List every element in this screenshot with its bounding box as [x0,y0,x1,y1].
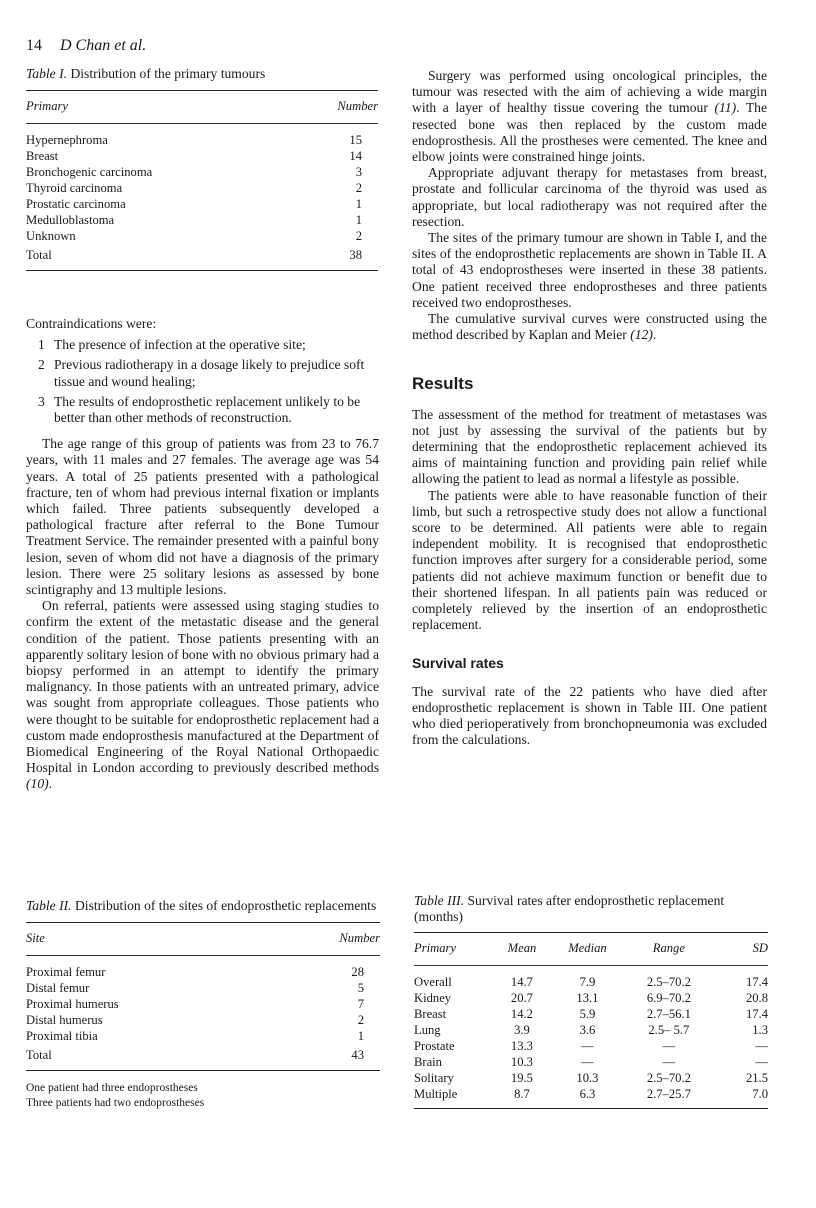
contraindications-list [26,337,379,426]
table-3-cell: 17.4 [745,975,768,989]
contraindication-item [26,394,379,426]
list-text: Previous radiotherapy in a dosage likely to prejudice soft tissue and wound healing; [54,357,365,389]
table-2-cell-number: 1 [357,1029,364,1043]
table-2-note: Three patients had two endoprostheses [26,1097,205,1109]
table-2-cell-number: 5 [357,981,364,995]
body-paragraph: The patients were able to have reasonable function of their limb, but such a retrospective study does not allow a functional score to be determined. All patients were able to regain independent mobility. It is recognised that endoprosthetic function improves after surgery for a considerable period, some patients did not achieve maximum function or benefit due to their shortened lifespan. In all patients pain was reduced or completely relieved by the insertion of an endoprosthetic replacement. [412,487,767,633]
table-1-cell-primary: Breast [26,149,59,163]
table-1-header-number: Number [337,99,378,113]
table-3-cell: 6.9–70.2 [646,991,691,1005]
right-column [412,68,767,749]
table-3-cell: 10.3 [510,1055,533,1069]
table-2-header-site: Site [26,931,45,945]
table-3-cell: 8.7 [514,1087,530,1101]
table-2-cell-site: Distal humerus [26,1013,103,1027]
table-3-header-cell: Primary [414,941,456,955]
table-3-cell: 20.8 [745,991,768,1005]
table-1-row [26,180,378,196]
table-3-row [414,1006,768,1022]
table-2-header-number: Number [339,931,380,945]
table-3-cell: Solitary [414,1071,454,1085]
table-1-total-label: Total [26,248,52,262]
table-2-cell-number: 7 [357,997,364,1011]
table-3-header-cell: Median [568,941,607,955]
body-paragraph: On referral, patients were assessed using staging studies to confirm the extent of the metastatic disease and the general condition of the patient. Those patients presenting with an apparently solitary lesion of bone with no obvious primary had a biopsy performed in an attempt to identify the primary malignancy. In those patients with an untreated primary, advice was sought from appropriate colleagues. Those patients who were thought to be suitable for endoprosthetic replacement had a custom made endoprosthesis manufactured at the Department of Biomedical Engineering of the Royal National Orthopaedic Hospital in London according to previously described methods (10). [26,598,379,792]
table-2-row [26,980,380,996]
table-3-cell: 1.3 [752,1023,768,1037]
table-3-cell: 3.9 [514,1023,530,1037]
table-3-row [414,1038,768,1054]
table-3-cell: 6.3 [579,1087,596,1101]
table-1-cell-number: 2 [355,229,362,243]
table-3-cell: 21.5 [745,1071,768,1085]
table-3-row [414,1070,768,1086]
table-3-cell: — [662,1039,676,1053]
contraindications-intro: Contraindications were: [26,316,157,331]
table-3-row [414,1022,768,1038]
table-2-total [26,1047,380,1063]
table-1-total [26,247,378,263]
body-paragraph: The age range of this group of patients was from 23 to 76.7 years, with 11 males and 27 females. The average age was 54 years. A total of 25 patients presented with a pathological fracture, ten of whom had previous internal fixation or implants which failed. Three patients subsequently developed a pathological fracture after referral to the Bone Tumour Treatment Service. The remainder presented with a painful bony lesion, seven of whom did not have a diagnosis of the primary lesion. There were 25 solitary lesions as assessed by bone scintigraphy and 13 multiple lesions. [26,436,379,598]
table-3-cell: 10.3 [576,1071,599,1085]
left-column [26,316,379,793]
table-3 [414,893,768,1109]
table-3-row [414,990,768,1006]
running-header [26,37,146,55]
table-3-cell: 2.7–25.7 [646,1087,691,1101]
table-3-cell: 17.4 [745,1007,768,1021]
table-1-cell-number: 1 [355,197,362,211]
table-1-row [26,228,378,244]
table-3-cell: 2.7–56.1 [646,1007,691,1021]
table-3-cell: Breast [414,1007,447,1021]
table-1-cell-number: 14 [349,149,362,163]
table-1-cell-primary: Unknown [26,229,76,243]
table-3-cell: Multiple [414,1087,458,1101]
table-2-body [26,964,380,1044]
list-text: The results of endoprosthetic replacement unlikely to be better than other methods of reconstruction. [54,393,361,426]
table-3-cell: 7.0 [752,1087,768,1101]
table-2-head [26,930,380,946]
table-1-row [26,148,378,164]
table-3-cell: Kidney [414,991,452,1005]
running-authors: D Chan et al. [60,37,147,54]
table-3-cell: 2.5–70.2 [646,1071,691,1085]
list-number: 1 [38,337,45,353]
table-1-total-value: 38 [349,248,362,262]
body-paragraph: Appropriate adjuvant therapy for metastases from breast, prostate and follicular carcinoma of the thyroid was used as appropriate, but local radiotherapy was not required after the resection. [412,165,767,229]
contraindication-item [26,357,379,389]
body-paragraph: The assessment of the method for treatment of metastases was not just by assessing the survival of the patients but by determining that the endoprosthetic replacement achieved its aims of maintaining function and providing pain relief while allowing the patient to lead as normal a lifestyle as possible. [412,406,767,487]
table-2-cell-site: Distal femur [26,981,90,995]
table-3-head [414,940,768,956]
table-3-cell: 13.3 [510,1039,533,1053]
table-2-cell-number: 28 [351,965,364,979]
table-3-cell: Brain [414,1055,442,1069]
table-1-cell-primary: Medulloblastoma [26,213,115,227]
table-2-total-value: 43 [351,1048,364,1062]
table-2-note: One patient had three endoprostheses [26,1082,198,1094]
table-3-cell: 19.5 [510,1071,533,1085]
table-3-cell: 14.7 [510,975,533,989]
table-3-header-cell: SD [752,941,768,955]
table-3-header-cell: Range [652,941,685,955]
table-3-cell: 2.5–70.2 [646,975,691,989]
table-1 [26,66,378,271]
body-paragraph: The survival rate of the 22 patients who have died after endoprosthetic replacement is shown in Table III. One patient who died perioperatively from bronchopneumonia was excluded from the calculations. [412,683,767,748]
table-2-cell-number: 2 [357,1013,364,1027]
table-1-cell-primary: Hypernephroma [26,133,108,147]
table-1-caption: Table I. Distribution of the primary tumours [26,66,266,81]
body-paragraph: The cumulative survival curves were constructed using the method described by Kaplan and Meier (12). [412,311,767,343]
table-3-cell: — [581,1055,594,1069]
table-1-header-primary: Primary [26,99,68,113]
table-2-cell-site: Proximal tibia [26,1029,98,1043]
table-3-cell: 7.9 [579,975,596,989]
table-3-row [414,1086,768,1102]
table-3-cell: — [755,1039,768,1053]
table-3-row [414,974,768,990]
results-heading: Results [412,374,474,394]
table-1-cell-number: 3 [355,165,362,179]
body-paragraph: Surgery was performed using oncological principles, the tumour was resected with the aim of achieving a wide margin with a layer of healthy tissue covering the tumour (11). The resected bone was then replaced by the custom made endoprosthesis. All the prostheses were cemented. The knee and elbow joints were constrained hinge joints. [412,68,768,165]
table-3-cell: Lung [414,1023,441,1037]
table-1-body [26,132,378,244]
table-1-cell-primary: Prostatic carcinoma [26,197,126,211]
table-2-total-label: Total [26,1048,52,1062]
table-3-caption: Table III. Survival rates after endoprosthetic replacement (months) [414,893,725,924]
table-3-header-cell: Mean [507,941,537,955]
table-3-cell: 2.5– 5.7 [648,1023,690,1037]
table-1-row [26,212,378,228]
table-3-cell: — [755,1055,768,1069]
list-number: 2 [38,357,45,373]
table-2-caption: Table II. Distribution of the sites of endoprosthetic replacements [26,898,377,913]
table-2-cell-site: Proximal humerus [26,997,119,1011]
table-3-cell: 13.1 [576,991,599,1005]
page-number: 14 [26,37,42,54]
survival-rates-heading: Survival rates [412,654,504,671]
table-2-row [26,964,380,980]
table-3-header-row [414,940,768,956]
table-3-cell: 3.6 [579,1023,596,1037]
contraindication-item [26,337,379,353]
table-1-row [26,196,378,212]
table-1-cell-number: 1 [355,213,362,227]
table-3-cell: 5.9 [579,1007,596,1021]
table-1-row [26,164,378,180]
table-2-row [26,1028,380,1044]
table-3-cell: Prostate [414,1039,455,1053]
table-2-row [26,996,380,1012]
table-3-cell: Overall [414,975,452,989]
table-3-cell: — [581,1039,594,1053]
table-1-cell-primary: Thyroid carcinoma [26,181,123,195]
table-2 [26,898,380,1111]
table-1-cell-primary: Bronchogenic carcinoma [26,165,153,179]
table-2-row [26,1012,380,1028]
table-3-row [414,1054,768,1070]
table-2-cell-site: Proximal femur [26,965,106,979]
table-1-cell-number: 2 [355,181,362,195]
table-1-row [26,132,378,148]
list-number: 3 [38,393,45,409]
table-3-cell: — [662,1055,676,1069]
table-3-cell: 20.7 [510,991,533,1005]
body-paragraph: The sites of the primary tumour are shown in Table I, and the sites of the endoprosthetic replacements are shown in Table II. A total of 43 endoprostheses were inserted in these 38 patients. One patient received three endoprostheses and three patients received two endoprostheses. [412,230,767,310]
table-3-body [414,974,768,1102]
table-3-cell: 14.2 [510,1007,533,1021]
table-1-grid [26,98,378,114]
table-1-cell-number: 15 [349,133,362,147]
list-text: The presence of infection at the operative site; [54,337,306,353]
